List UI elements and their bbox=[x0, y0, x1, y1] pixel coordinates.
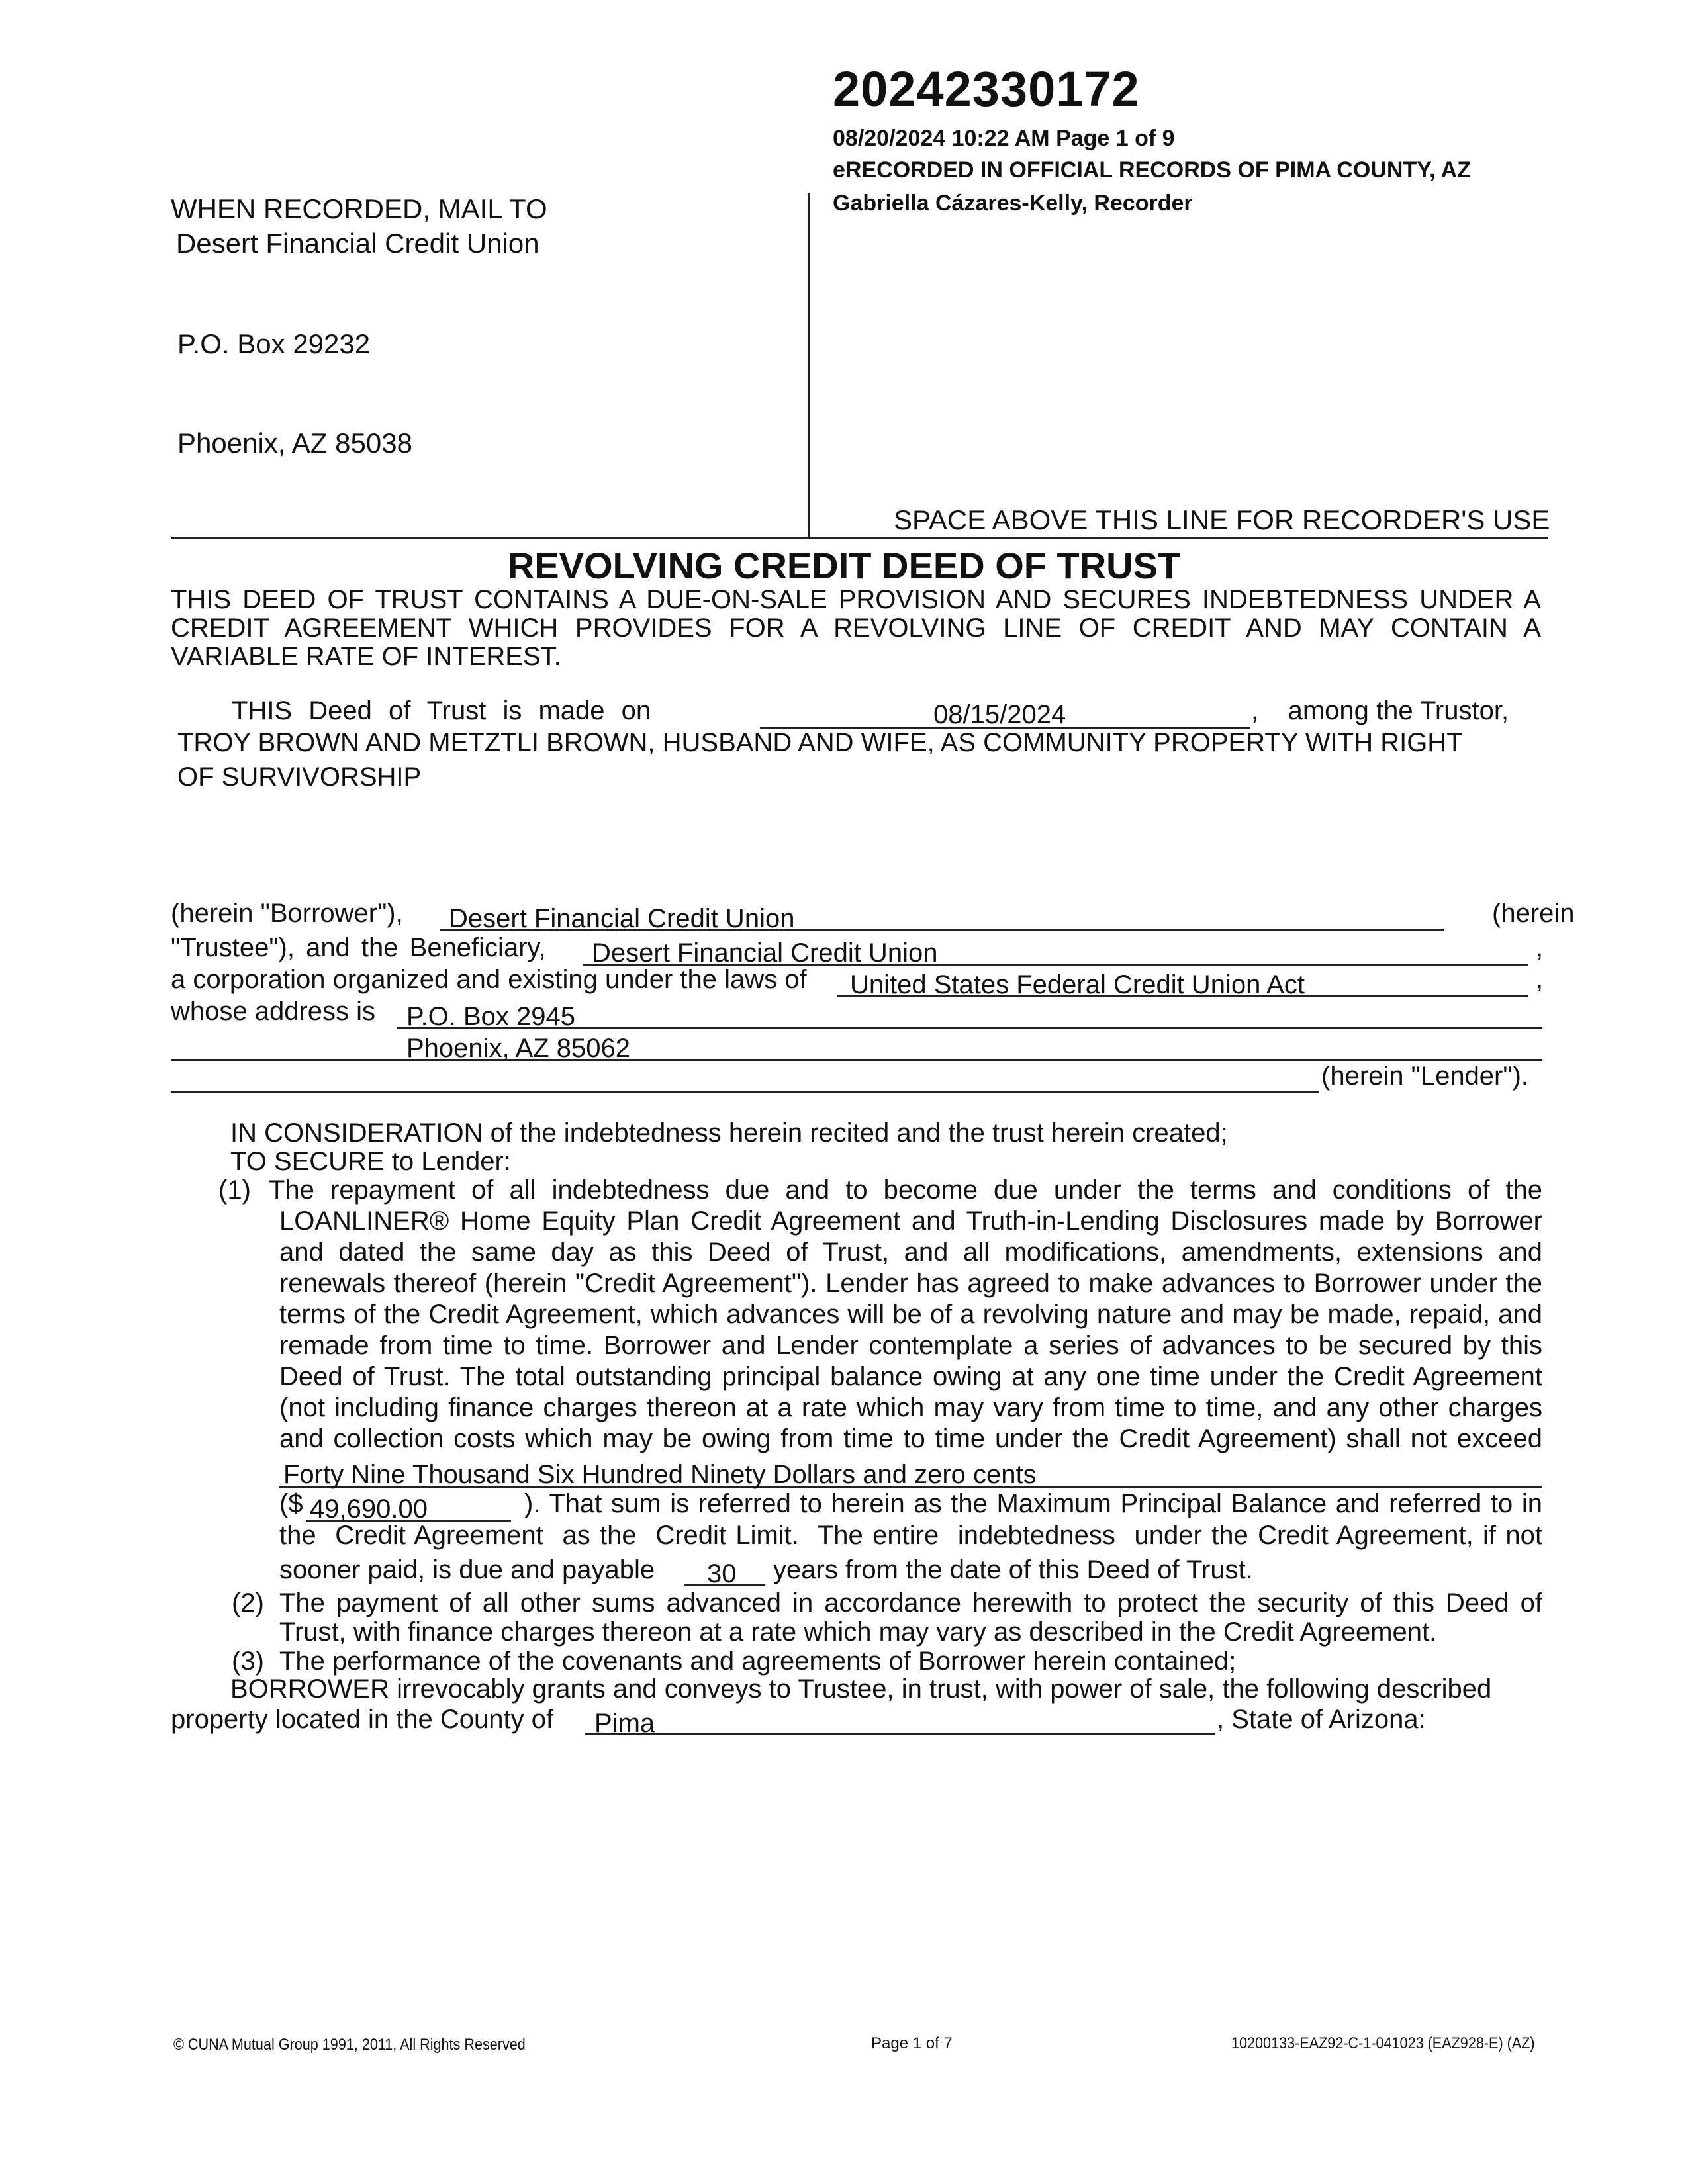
deed-date: 08/15/2024 bbox=[933, 700, 1066, 729]
governing-law: United States Federal Credit Union Act bbox=[850, 970, 1305, 999]
item2-line: The payment of all other sums advanced in accordance herewith to protect the security of this Deed of bbox=[279, 1588, 1542, 1617]
item2-number: (2) bbox=[232, 1588, 264, 1617]
beneficiary-name: Desert Financial Credit Union bbox=[592, 938, 938, 968]
item1-line: LOANLINER® Home Equity Plan Credit Agreement and Truth-in-Lending Disclosures made by Borrower bbox=[279, 1206, 1542, 1236]
intro-line: CREDIT AGREEMENT WHICH PROVIDES FOR A REVOLVING LINE OF CREDIT AND MAY CONTAIN A bbox=[171, 614, 1541, 643]
trustor-names: TROY BROWN AND METZTLI BROWN, HUSBAND AND WIFE, AS COMMUNITY PROPERTY WITH RIGHT bbox=[177, 728, 1463, 757]
address-label: whose address is bbox=[171, 997, 376, 1026]
due-payable-label: sooner paid, is due and payable bbox=[279, 1555, 655, 1584]
item1-number: (1) bbox=[218, 1175, 251, 1205]
state-label: , State of Arizona: bbox=[1217, 1705, 1426, 1734]
county-underline bbox=[585, 1733, 1215, 1735]
lender-address-line2: Phoenix, AZ 85062 bbox=[406, 1034, 631, 1063]
beneficiary-comma: , bbox=[1536, 933, 1544, 962]
years-from-date: years from the date of this Deed of Trust. bbox=[773, 1555, 1253, 1584]
item3-line: The performance of the covenants and agreements of Borrower herein contained; bbox=[279, 1647, 1237, 1676]
to-secure-line: TO SECURE to Lender: bbox=[230, 1147, 511, 1176]
intro-line: VARIABLE RATE OF INTEREST. bbox=[171, 642, 561, 671]
laws-comma: , bbox=[1536, 965, 1544, 994]
amount-in-words: Forty Nine Thousand Six Hundred Ninety Dollars and zero cents bbox=[283, 1460, 1037, 1489]
item1-line: and collection costs which may be owing from time to time under the Credit Agreement) shall not exceed bbox=[279, 1424, 1542, 1453]
county-name: Pima bbox=[594, 1709, 655, 1738]
mail-to-city: Phoenix, AZ 85038 bbox=[177, 428, 412, 459]
recorder-name: Gabriella Cázares-Kelly, Recorder bbox=[833, 191, 1193, 216]
mail-to-heading: WHEN RECORDED, MAIL TO bbox=[171, 193, 547, 224]
item1-line: The repayment of all indebtedness due and to become due under the terms and conditions of the bbox=[269, 1175, 1542, 1205]
trustee-label: "Trustee"), and the Beneficiary, bbox=[171, 933, 546, 962]
item1-line: and dated the same day as this Deed of Trust, and all modifications, amendments, extensions and bbox=[279, 1238, 1542, 1267]
among-trustor-label: , among the Trustor, bbox=[1251, 696, 1509, 725]
recorder-space-label: SPACE ABOVE THIS LINE FOR RECORDER'S USE bbox=[894, 504, 1550, 535]
county-label: property located in the County of bbox=[171, 1705, 554, 1734]
footer-page: Page 1 of 7 bbox=[871, 2034, 953, 2052]
amount-prefix: ($ bbox=[279, 1489, 303, 1518]
credit-limit-amount: 49,690.00 bbox=[310, 1494, 428, 1524]
credit-limit-line: the Credit Agreement as the Credit Limit. The entire indebtedness under the Credit Agreement, if not bbox=[279, 1521, 1542, 1550]
document-title: REVOLVING CREDIT DEED OF TRUST bbox=[507, 545, 1181, 586]
recording-datetime: 08/20/2024 10:22 AM Page 1 of 9 bbox=[833, 126, 1175, 151]
item1-line: remade from time to time. Borrower and Lender contemplate a series of advances to be secured by this bbox=[279, 1331, 1542, 1360]
footer-form-code: 10200133-EAZ92-C-1-041023 (EAZ928-E) (AZ) bbox=[1231, 2034, 1535, 2052]
borrower-label: (herein "Borrower"), bbox=[171, 899, 403, 928]
item1-line: renewals thereof (herein "Credit Agreement"). Lender has agreed to make advances to Borrower under the bbox=[279, 1269, 1542, 1298]
address-underline-2 bbox=[171, 1059, 1542, 1061]
erecorded-line: eRECORDED IN OFFICIAL RECORDS OF PIMA COUNTY, AZ bbox=[833, 158, 1472, 183]
recorder-divider-vertical bbox=[808, 193, 810, 537]
item3-number: (3) bbox=[232, 1647, 264, 1676]
item1-line: terms of the Credit Agreement, which advances will be of a revolving nature and may be made, repaid, and bbox=[279, 1300, 1542, 1329]
intro-line: THIS DEED OF TRUST CONTAINS A DUE-ON-SALE PROVISION AND SECURES INDEBTEDNESS UNDER A bbox=[171, 585, 1541, 614]
corporation-label: a corporation organized and existing under the laws of bbox=[171, 965, 807, 994]
consideration-line: IN CONSIDERATION of the indebtedness herein recited and the trust herein created; bbox=[230, 1118, 1228, 1148]
made-on-label: THIS Deed of Trust is made on bbox=[232, 696, 651, 725]
recorder-divider-horizontal bbox=[171, 537, 1548, 539]
item1-line: Deed of Trust. The total outstanding principal balance owing at any one time under the Credit Agreement bbox=[279, 1362, 1542, 1391]
trustee-herein: (herein bbox=[1492, 899, 1575, 928]
max-principal-line: ). That sum is referred to herein as the Maximum Principal Balance and referred to in bbox=[524, 1489, 1542, 1518]
item1-line: (not including finance charges thereon at a rate which may vary from time to time, and any other charges bbox=[279, 1393, 1542, 1422]
footer-copyright: © CUNA Mutual Group 1991, 2011, All Rights Reserved bbox=[173, 2036, 526, 2054]
term-years: 30 bbox=[707, 1559, 737, 1588]
lender-label: (herein "Lender"). bbox=[1321, 1062, 1529, 1091]
mail-to-name: Desert Financial Credit Union bbox=[176, 228, 539, 259]
item2-line: Trust, with finance charges thereon at a rate which may vary as described in the Credit Agreement. bbox=[279, 1617, 1437, 1647]
address-underline-3 bbox=[171, 1091, 1319, 1093]
lender-address-line1: P.O. Box 2945 bbox=[406, 1002, 575, 1031]
trustor-names-cont: OF SURVIVORSHIP bbox=[177, 762, 422, 792]
grant-line: BORROWER irrevocably grants and conveys to Trustee, in trust, with power of sale, the following described bbox=[230, 1674, 1492, 1704]
mail-to-po-box: P.O. Box 29232 bbox=[177, 328, 371, 359]
recording-number: 20242330172 bbox=[833, 62, 1140, 116]
trustee-name: Desert Financial Credit Union bbox=[449, 904, 795, 933]
